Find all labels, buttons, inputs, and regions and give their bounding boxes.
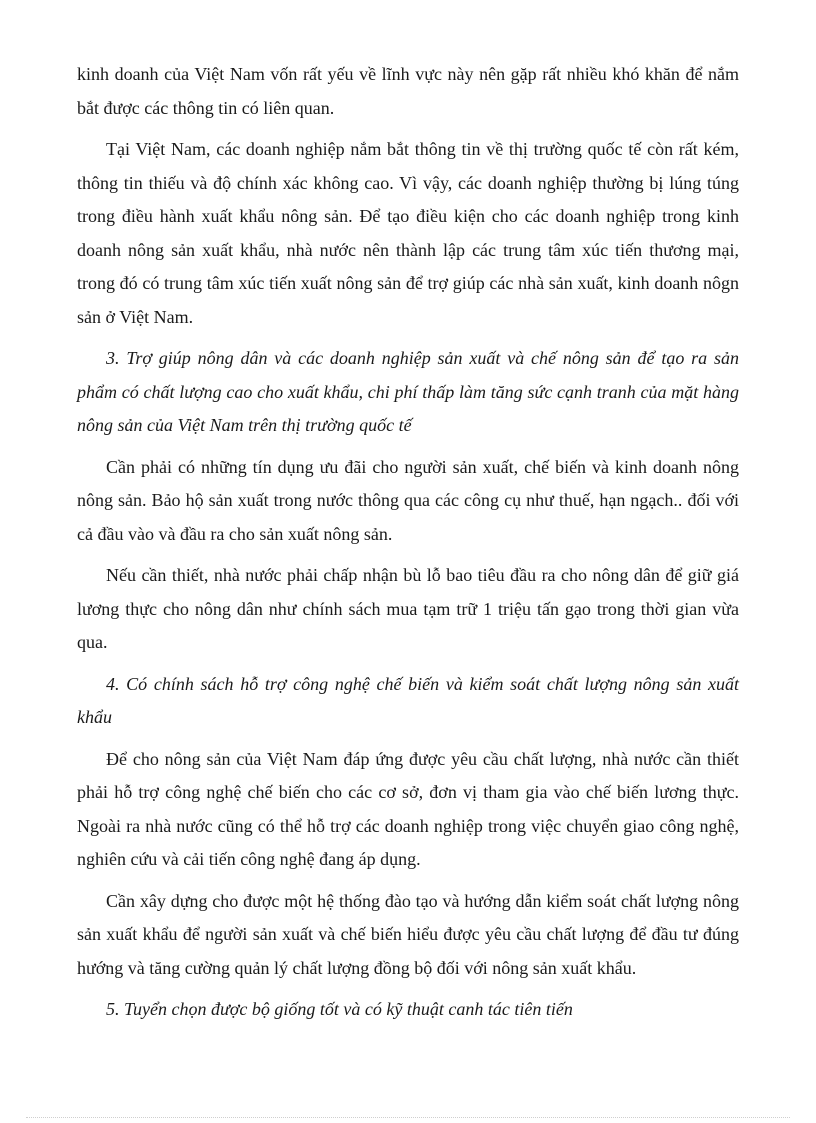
document-page [77,58,739,1035]
section-heading-5: 5. Tuyển chọn được bộ giống tốt và có kỹ thuật canh tác tiên tiến [106,999,573,1019]
paragraph-processing-technology: Để cho nông sản của Việt Nam đáp ứng được yêu cầu chất lượng, nhà nước cần thiết phải hỗ trợ công nghệ chế biến cho các cơ sở, đơn vị tham gia vào chế biến lương thực. Ngoài ra nhà nước cũng có thể hỗ trợ các doanh nghiệp trong việc chuyển giao công nghệ, nghiên cứu và cải tiến công nghệ đang áp dụng. [77,748,739,869]
section-heading-3: 3. Trợ giúp nông dân và các doanh nghiệp sản xuất và chế nông sản để tạo ra sản phẩm có chất lượng cao cho xuất khẩu, chi phí thấp làm tăng sức cạnh tranh của mặt hàng nông sản của Việt Nam trên thị trường quốc tế [77,348,739,435]
paragraph-market-information: Tại Việt Nam, các doanh nghiệp nắm bắt thông tin về thị trường quốc tế còn rất kém, thông tin thiếu và độ chính xác không cao. Vì vậy, các doanh nghiệp thường bị lúng túng trong điều hành xuất khẩu nông sản. Để tạo điều kiện cho các doanh nghiệp trong kinh doanh nông sản xuất khẩu, nhà nước nên thành lập các trung tâm xúc tiến thương mại, trong đó có trung tâm xúc tiến xuất nông sản để trợ giúp các nhà sản xuất, kinh doanh nôgn sản ở Việt Nam. [77,139,739,327]
paragraph-credit-support: Cần phải có những tín dụng ưu đãi cho người sản xuất, chế biến và kinh doanh nông nông sản. Bảo hộ sản xuất trong nước thông qua các công cụ như thuế, hạn ngạch.. đối với cả đầu vào và đầu ra cho sản xuất nông sản. [77,456,739,544]
paragraph-loss-compensation: Nếu cần thiết, nhà nước phải chấp nhận bù lỗ bao tiêu đầu ra cho nông dân để giữ giá lương thực cho nông dân như chính sách mua tạm trữ 1 triệu tấn gạo trong thời gian vừa qua. [77,565,739,652]
paragraph-continuation: kinh doanh của Việt Nam vốn rất yếu về lĩnh vực này nên gặp rất nhiều khó khăn để nắm bắt được các thông tin có liên quan. [77,64,739,118]
section-heading-4: 4. Có chính sách hỗ trợ công nghệ chế biến và kiểm soát chất lượng nông sản xuất khẩu [77,673,739,727]
page-bottom-divider [26,1117,790,1118]
paragraph-quality-training: Cần xây dựng cho được một hệ thống đào tạo và hướng dẫn kiểm soát chất lượng nông sản xuất khẩu để người sản xuất và chế biến hiểu được yêu cầu chất lượng để đầu tư đúng hướng và tăng cường quản lý chất lượng đồng bộ đối với nông sản xuất khẩu. [77,890,739,978]
